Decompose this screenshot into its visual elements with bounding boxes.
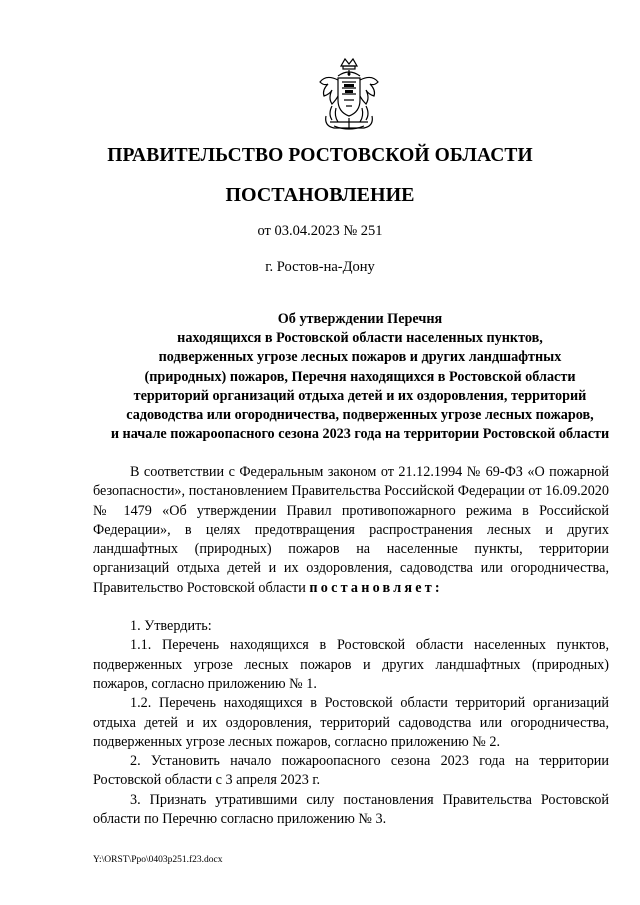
item-1-2: 1.2. Перечень находящихся в Ростовской области территорий организаций отдыха детей и их оздоровления, территорий садоводства или огородничества, подверженных угрозе лесных пожаров, согласно приложению № 2. [93,695,609,750]
government-name: ПРАВИТЕЛЬСТВО РОСТОВСКОЙ ОБЛАСТИ [107,145,533,166]
file-path-footer: Y:\ORST\Ppo\0403p251.f23.docx [93,855,223,865]
preamble-text: В соответствии с Федеральным законом от 21.12.1994 № 69-ФЗ «О пожарной безопасности», постановлением Правительства Российской Федерации от 16.09.2020 № 1479 «Об утверждении Правил противопожарного режима в Российской Федерации», в целях предотвращения распространения лесных и других ландшафтных (природных) пожаров на населенные пункты, территории организаций отдыха детей и их оздоровления, садоводства или огородничества, Правительство Ростовской области [93,464,609,596]
document-title [80,310,640,444]
resolution-word: постановляет: [309,579,443,596]
title-line: садоводства или огородничества, подверженных угрозе лесных пожаров, [126,407,594,424]
city: г. Ростов-на-Дону [265,259,375,275]
preamble-paragraph [93,463,609,598]
document-body [93,463,609,829]
coat-of-arms-icon [314,56,384,134]
title-line: Об утверждении Перечня [277,311,443,327]
title-line: подверженных угрозе лесных пожаров и других ландшафтных [158,349,562,366]
item-3: 3. Признать утратившими силу постановления Правительства Ростовской области по Перечню согласно приложению № 3. [93,791,609,828]
title-line: находящихся в Ростовской области населенных пунктов, [177,330,543,347]
title-line: (природных) пожаров, Перечня находящихся в Ростовской области [144,368,576,385]
title-line: территорий организаций отдыха детей и их оздоровления, территорий [133,387,587,404]
item-1: 1. Утвердить: [130,618,212,635]
document-type: ПОСТАНОВЛЕНИЕ [225,184,415,206]
title-line: и начале пожароопасного сезона 2023 года на территории Ростовской области [110,426,610,443]
item-2: 2. Установить начало пожароопасного сезона 2023 года на территории Ростовской области с 3 апреля 2023 г. [93,753,609,789]
date-number: от 03.04.2023 № 251 [257,223,383,239]
item-1-1: 1.1. Перечень находящихся в Ростовской области населенных пунктов, подверженных угрозе лесных пожаров и других ландшафтных (природных) пожаров, согласно приложению № 1. [93,637,609,692]
